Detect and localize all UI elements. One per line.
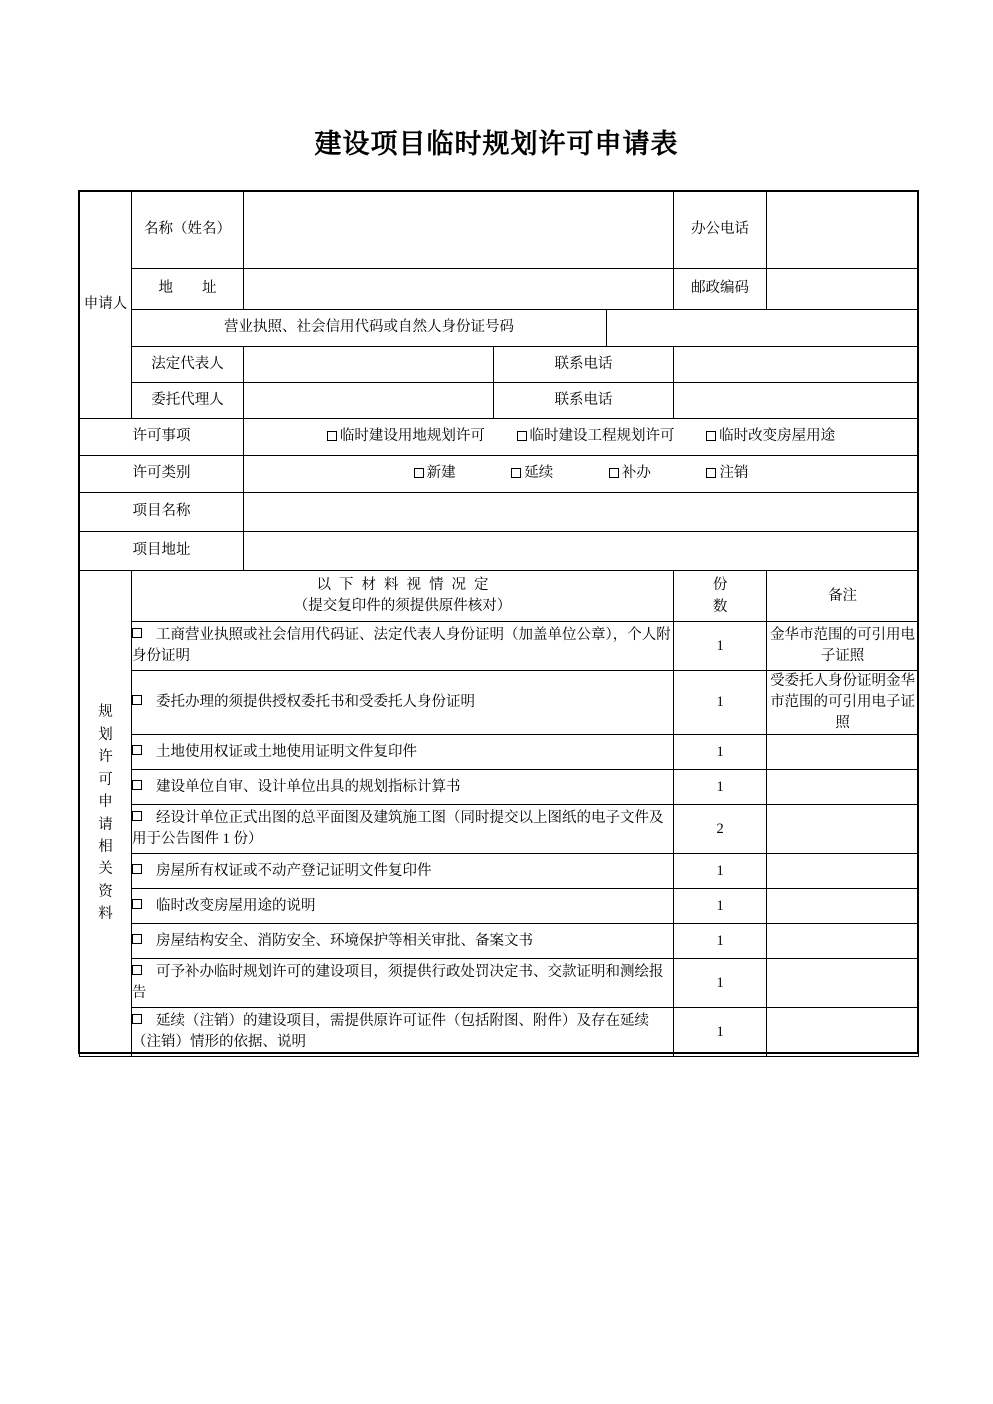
page-title: 建设项目临时规划许可申请表 [314,129,679,159]
project-address-label: 项目地址 [80,532,244,571]
materials-section-char-9: 料 [98,906,113,923]
applicant-section-label [80,192,132,419]
materials-section-char-3: 可 [98,771,113,788]
material-item-7-text: 房屋结构安全、消防安全、环境保护等相关审批、备案文书 [156,932,533,949]
materials-section-label [80,571,132,1057]
material-item-6-text: 临时改变房屋用途的说明 [156,897,316,914]
material-qty-6: 1 [674,889,767,924]
row-applicant-address [80,269,919,310]
materials-header-title-cell [132,571,674,622]
checkbox-icon[interactable] [609,468,619,478]
material-item-5[interactable] [132,854,674,889]
material-item-2-text: 土地使用权证或土地使用证明文件复印件 [156,743,417,760]
checkbox-icon[interactable] [132,934,142,944]
row-project-address [80,532,919,571]
category-option-extend-label: 延续 [524,465,554,482]
permit-option-land[interactable] [327,426,485,447]
table-row [80,805,919,854]
row-project-name [80,493,919,532]
material-item-9[interactable] [132,1008,674,1057]
checkbox-icon[interactable] [517,431,527,441]
applicant-address-label: 地 址 [132,269,244,310]
applicant-name-label: 名称（姓名） [132,192,244,269]
material-qty-7: 1 [674,924,767,959]
permit-item-label: 许可事项 [80,419,244,456]
materials-section-char-6: 相 [98,839,113,855]
checkbox-icon[interactable] [132,811,142,821]
checkbox-icon[interactable] [706,468,716,478]
table-row [80,854,919,889]
checkbox-icon[interactable] [132,1014,142,1024]
category-option-cancel-label: 注销 [719,465,749,482]
material-item-5-text: 房屋所有权证或不动产登记证明文件复印件 [156,862,432,879]
materials-section-char-0: 规 [98,704,113,721]
materials-section-char-4: 申 [98,794,113,811]
materials-section-char-7: 关 [98,861,113,878]
material-note-3 [767,770,919,805]
qty-char-1: 数 [712,599,728,616]
checkbox-icon[interactable] [132,695,142,705]
category-option-supplement[interactable] [609,463,651,484]
agent-phone-label: 联系电话 [494,383,674,419]
permit-option-change-use-label: 临时改变房屋用途 [719,428,836,445]
license-field[interactable] [607,310,919,347]
checkbox-icon[interactable] [132,745,142,755]
applicant-address-field[interactable] [244,269,674,310]
materials-section-char-5: 请 [98,816,113,833]
row-materials-header [80,571,919,622]
row-permit-category [80,456,919,493]
table-row [80,622,919,671]
category-option-extend[interactable] [511,463,553,484]
material-item-9-text: 延续（注销）的建设项目，需提供原许可证件（包括附图、附件）及存在延续（注销）情形的依据、说明 [132,1013,649,1051]
legal-rep-label: 法定代表人 [132,347,244,383]
materials-header-sub: （提交复印件的须提供原件核对） [293,598,512,615]
permit-category-label: 许可类别 [80,456,244,493]
application-form-table [79,191,919,1057]
table-row [80,889,919,924]
material-item-0-text: 工商营业执照或社会信用代码证、法定代表人身份证明（加盖单位公章），个人附身份证明 [132,627,671,665]
category-option-supplement-label: 补办 [621,465,651,482]
material-note-2 [767,735,919,770]
checkbox-icon[interactable] [706,431,716,441]
material-item-4-text: 经设计单位正式出图的总平面图及建筑施工图（同时提交以上图纸的电子文件及用于公告图件 1 份） [132,810,664,848]
material-item-7[interactable] [132,924,674,959]
table-row [80,671,919,735]
material-qty-8: 1 [674,959,767,1008]
material-note-8 [767,959,919,1008]
materials-section-label-text [80,701,131,926]
material-note-7 [767,924,919,959]
table-row [80,770,919,805]
checkbox-icon[interactable] [132,864,142,874]
row-applicant-license [80,310,919,347]
material-qty-1: 1 [674,671,767,735]
row-permit-items [80,419,919,456]
material-item-2[interactable] [132,735,674,770]
materials-header-main: 以下材料视情况定 [316,577,497,593]
legal-rep-phone-label: 联系电话 [494,347,674,383]
material-item-8-text: 可予补办临时规划许可的建设项目，须提供行政处罚决定书、交款证明和测绘报告 [132,964,664,1002]
material-item-3-text: 建设单位自审、设计单位出具的规划指标计算书 [156,778,461,795]
table-row [80,924,919,959]
material-qty-5: 1 [674,854,767,889]
checkbox-icon[interactable] [511,468,521,478]
row-agent [80,383,919,419]
materials-section-char-2: 许 [98,749,113,766]
material-item-1[interactable] [132,671,674,735]
category-option-new[interactable] [414,463,456,484]
material-note-5 [767,854,919,889]
permit-option-construction-label: 临时建设工程规划许可 [529,428,675,445]
material-qty-2: 1 [674,735,767,770]
checkbox-icon[interactable] [132,965,142,975]
permit-option-land-label: 临时建设用地规划许可 [339,428,485,445]
table-row [80,959,919,1008]
checkbox-icon[interactable] [414,468,424,478]
material-qty-9: 1 [674,1008,767,1057]
category-option-new-label: 新建 [426,465,456,482]
table-row [80,735,919,770]
project-name-field[interactable] [244,493,919,532]
row-legal-representative [80,347,919,383]
office-phone-field[interactable] [767,192,919,269]
material-item-8[interactable] [132,959,674,1008]
postcode-label: 邮政编码 [674,269,767,310]
material-qty-4: 2 [674,805,767,854]
checkbox-icon[interactable] [132,899,142,909]
material-note-6 [767,889,919,924]
material-note-9 [767,1008,919,1057]
permit-option-change-use[interactable] [706,426,835,447]
materials-header-note: 备注 [767,571,919,622]
agent-phone-field[interactable] [674,383,919,419]
materials-section-char-8: 资 [98,883,113,900]
material-qty-3: 1 [674,770,767,805]
qty-char-0: 份 [712,576,728,593]
table-row [80,1008,919,1057]
legal-rep-phone-field[interactable] [674,347,919,383]
checkbox-icon[interactable] [132,628,142,638]
row-applicant-name [80,192,919,269]
category-option-cancel[interactable] [706,463,748,484]
permit-item-options [244,419,919,456]
agent-label: 委托代理人 [132,383,244,419]
materials-section-char-1: 划 [98,726,113,743]
applicant-name-field[interactable] [244,192,674,269]
material-note-0: 金华市范围的可引用电子证照 [767,622,919,671]
material-item-1-text: 委托办理的须提供授权委托书和受委托人身份证明 [156,694,475,711]
material-qty-0: 1 [674,622,767,671]
project-address-field[interactable] [244,532,919,571]
permit-option-construction[interactable] [517,426,675,447]
material-note-4 [767,805,919,854]
material-item-0[interactable] [132,622,674,671]
legal-rep-field[interactable] [244,347,494,383]
applicant-section-label-text: 申请人 [83,296,128,313]
material-note-1: 受委托人身份证明金华市范围的可引用电子证照 [767,671,919,735]
project-name-label: 项目名称 [80,493,244,532]
postcode-field[interactable] [767,269,919,310]
materials-header-qty [674,571,767,622]
agent-field[interactable] [244,383,494,419]
material-item-4[interactable] [132,805,674,854]
checkbox-icon[interactable] [327,431,337,441]
material-item-3[interactable] [132,770,674,805]
license-label: 营业执照、社会信用代码或自然人身份证号码 [132,310,607,347]
material-item-6[interactable] [132,889,674,924]
checkbox-icon[interactable] [132,780,142,790]
office-phone-label: 办公电话 [674,192,767,269]
permit-category-options [244,456,919,493]
